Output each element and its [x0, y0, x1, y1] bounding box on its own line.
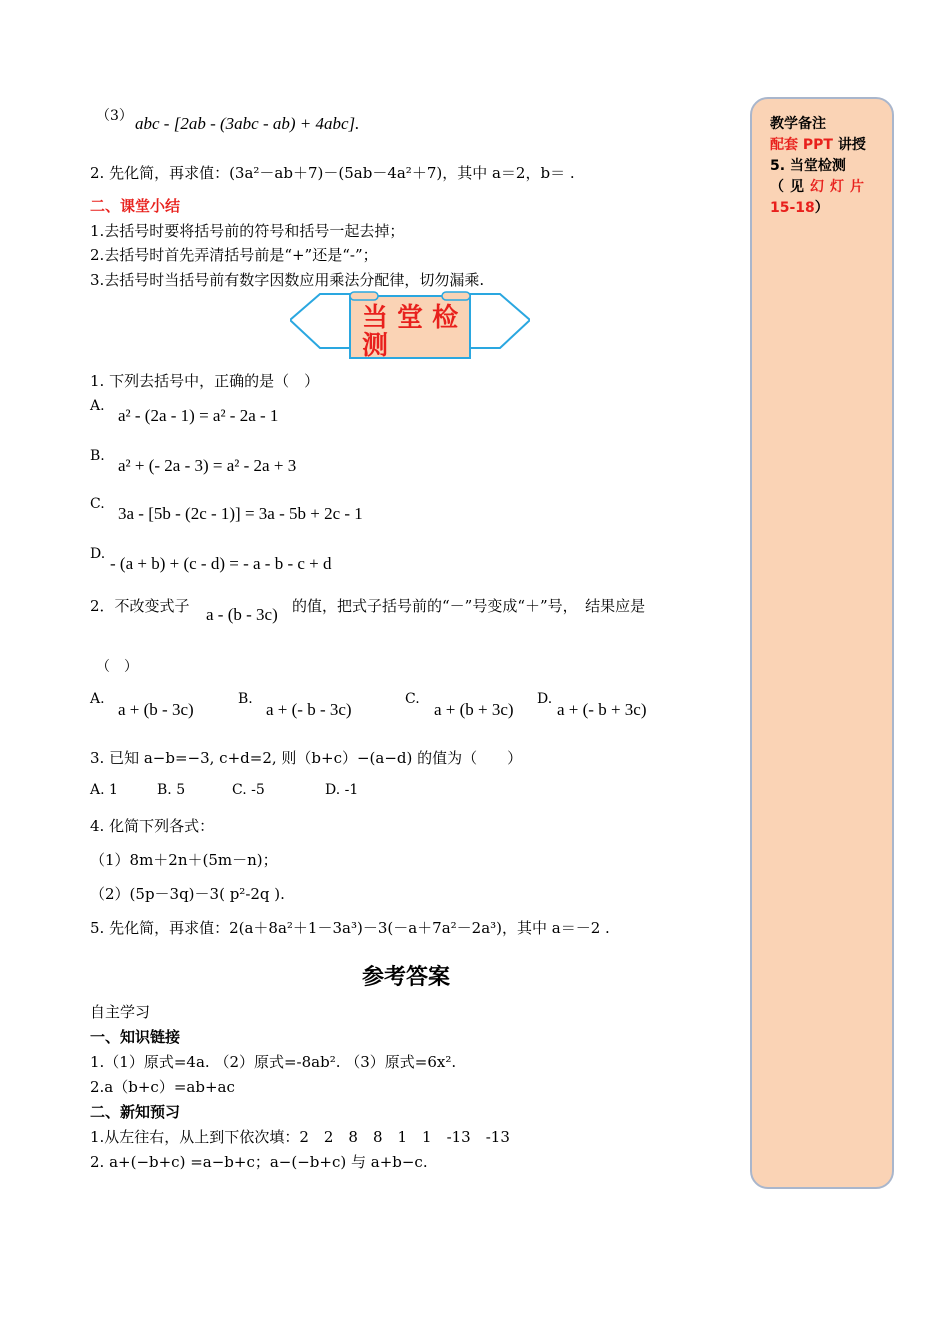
test-q2-stem-b: 的值，把式子括号前的“－”号变成“＋”号， 结果应是: [292, 597, 646, 615]
test-q3-stem: 3. 已知 a−b=−3, c+d=2, 则（b+c）−(a−d) 的值为（ ）: [90, 749, 523, 767]
test-q1-option-b-label: B.: [90, 448, 105, 464]
test-q2-paren: （ ）: [96, 659, 138, 675]
summary-item-2: 2.去括号时首先弄清括号前是“+”还是“-”；: [90, 246, 378, 264]
answers-section-knowledge: 一、知识链接: [90, 1028, 181, 1046]
q3-expression: abc - [2ab - (3abc - ab) + 4abc].: [135, 114, 360, 133]
test-q2-option-b-label: B.: [238, 691, 253, 707]
test-q2-option-c-label: C.: [405, 691, 420, 707]
banner-text-line1: 当 堂 检: [362, 303, 459, 333]
notes-slides-red1: 幻灯片: [810, 179, 870, 195]
answer-2: 2.a（b+c）=ab+ac: [90, 1078, 235, 1096]
test-q2-option-a-label: A.: [90, 691, 105, 707]
test-q3-option-d: D. -1: [325, 782, 359, 798]
test-q4-stem: 4. 化简下列各式：: [90, 817, 215, 835]
notes-see-open: （见: [770, 179, 810, 195]
test-q1-option-c-label: C.: [90, 496, 105, 512]
simplify-question-2: 2. 先化简，再求值：(3a²－ab＋7)－(5ab－4a²＋7)，其中 a＝2，b＝ .: [90, 164, 575, 182]
test-q2-option-b: a + (- b - 3c): [266, 700, 352, 719]
teaching-notes-panel: [750, 97, 894, 1189]
answer-1: 1.（1）原式=4a. （2）原式=-8ab². （3）原式=6x².: [90, 1053, 457, 1071]
test-q3-option-c: C. -5: [232, 782, 265, 798]
test-q5: 5. 先化简，再求值：2(a＋8a²＋1－3a³)－3(－a＋7a²－2a³)，其中 a＝－2 .: [90, 919, 610, 937]
notes-slides-red2: 15-18: [770, 200, 815, 216]
test-q3-option-b: B. 5: [157, 782, 186, 798]
summary-item-3: 3.去括号时当括号前有数字因数应用乘法分配律，切勿漏乘.: [90, 271, 485, 289]
answers-section-preview: 二、新知预习: [90, 1103, 181, 1121]
answer-4: 2. a+(−b+c) =a−b+c；a−(−b+c) 与 a+b−c.: [90, 1153, 428, 1171]
test-q3-option-a: A. 1: [90, 782, 118, 798]
test-q1-stem: 1. 下列去括号中，正确的是（ ）: [90, 372, 320, 390]
summary-item-1: 1.去括号时要将括号前的符号和括号一起去掉；: [90, 222, 405, 240]
test-q1-option-c: 3a - [5b - (2c - 1)] = 3a - 5b + 2c - 1: [118, 504, 363, 523]
test-q2-option-c: a + (b + 3c): [434, 700, 514, 719]
banner-text: [362, 304, 458, 360]
test-q1-option-d: - (a + b) + (c - d) = - a - b - c + d: [110, 554, 332, 573]
answers-section-self-study: 自主学习: [90, 1003, 151, 1021]
test-q4-item-1: （1）8m＋2n＋(5m－n)；: [90, 851, 278, 869]
summary-heading: 二、课堂小结: [90, 197, 181, 215]
test-q2-option-d: a + (- b + 3c): [557, 700, 647, 719]
notes-title: 教学备注: [770, 116, 826, 132]
notes-ppt-rest: 讲授: [832, 137, 866, 153]
test-q2-option-d-label: D.: [537, 691, 553, 707]
notes-ppt-red: 配套 PPT: [770, 137, 833, 153]
answer-3: 1.从左往右，从上到下依次填：2 2 8 8 1 1 -13 -13: [90, 1128, 510, 1146]
notes-see-close: ）: [814, 200, 829, 216]
notes-item: 5. 当堂检测: [770, 158, 846, 174]
test-q1-option-a-label: A.: [90, 398, 105, 414]
test-q2-expression: a - (b - 3c): [206, 605, 278, 624]
notes-see-line: [770, 176, 870, 196]
test-q2-stem-a: 2．不改变式子: [90, 597, 190, 615]
test-q1-option-a: a² - (2a - 1) = a² - 2a - 1: [118, 406, 279, 425]
test-q1-option-b: a² + (- 2a - 3) = a² - 2a + 3: [118, 456, 297, 475]
section-banner: [290, 290, 530, 360]
q3-label: （3）: [96, 108, 133, 124]
notes-see-line-2: [770, 197, 829, 217]
test-q1-option-d-label: D.: [90, 546, 106, 562]
test-q4-item-2: （2）(5p－3q)－3( p²-2q ).: [90, 885, 285, 903]
test-q2-option-a: a + (b - 3c): [118, 700, 194, 719]
notes-ppt-line: [770, 134, 866, 154]
answers-title: 参考答案: [362, 965, 451, 990]
banner-text-line2: 测: [362, 331, 389, 361]
